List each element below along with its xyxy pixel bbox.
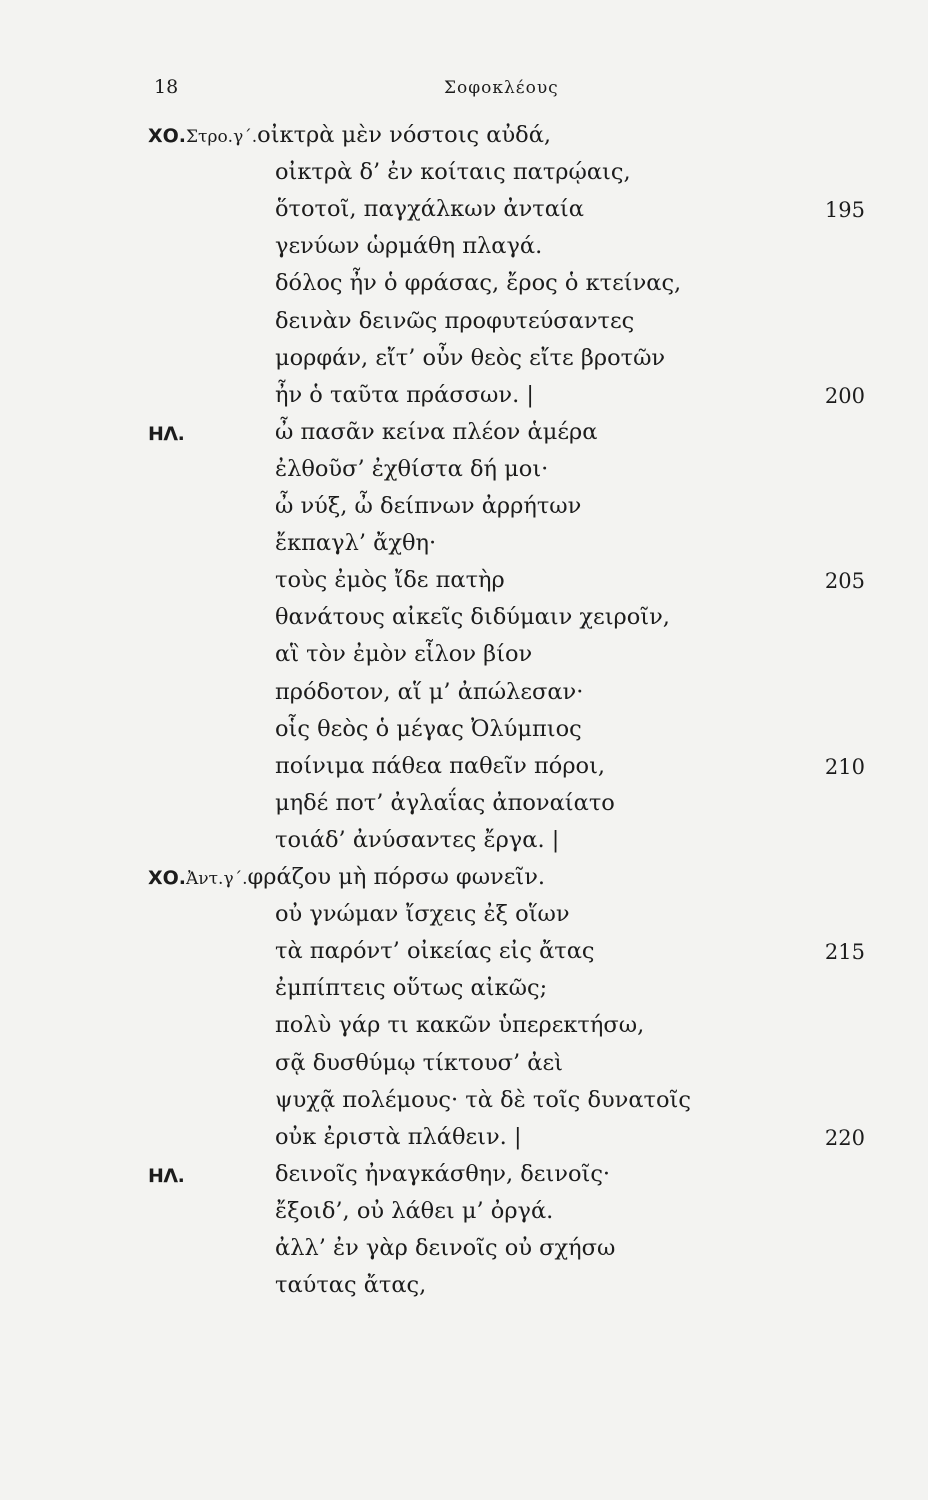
verse-line (0, 343, 928, 380)
verse-text (275, 567, 505, 593)
verse-line (0, 973, 928, 1010)
verse-line (0, 380, 928, 417)
verse-words: αἳ τὸν ἐμὸν εἷλον βίον (275, 641, 533, 668)
verse-text (275, 716, 582, 742)
verse-text (148, 122, 551, 148)
verse-text (275, 938, 595, 964)
verse-line (0, 639, 928, 676)
verse-words: οἰκτρὰ μὲν νόστοις αὐδά, (257, 122, 552, 148)
verse-line (0, 1010, 928, 1047)
verse-words: ἐλθοῦσ’ ἐχθίστα δή μοι· (275, 455, 549, 482)
line-number: 220 (824, 1125, 865, 1150)
verse-text (148, 864, 545, 890)
verse-line (0, 565, 928, 602)
verse-words: ταύτας ἄτας, (275, 1272, 427, 1299)
verse-words: δόλος ἦν ὁ φράσας, ἔρος ὁ κτείνας, (275, 270, 682, 297)
verse-words: ὦ νύξ, ὦ δείπνων ἀρρήτων (275, 493, 582, 519)
verse-words: μορφάν, εἴτ’ οὖν θεὸς εἴτε βροτῶν (275, 344, 666, 371)
verse-line (0, 528, 928, 565)
verse-text (275, 1050, 563, 1076)
verse-text (275, 196, 584, 222)
verse-text (275, 1235, 615, 1261)
verse-words: τοιάδ’ ἀνύσαντες ἔργα. | (275, 826, 560, 853)
verse-text (275, 159, 631, 185)
verse-words: γενύων ὡρμάθη πλαγά. (275, 233, 543, 260)
page-number: 18 (154, 76, 179, 98)
verse-line (0, 417, 928, 454)
verse-text (275, 308, 634, 334)
verse-words: οἷς θεὸς ὁ μέγας Ὀλύμπιος (275, 715, 582, 742)
verse-line (0, 306, 928, 343)
verse-line (0, 1048, 928, 1085)
verse-line (0, 862, 928, 899)
verse-words: πρόδοτον, αἵ μ’ ἀπώλεσαν· (275, 678, 584, 705)
verse-words: ὦ πασᾶν κείνα πλέον ἁμέρα (275, 418, 598, 445)
verse-line (0, 454, 928, 491)
line-number: 195 (824, 198, 865, 223)
strophe-speaker: ΧΟ. (148, 125, 187, 147)
verse-text (275, 827, 559, 853)
verse-text (275, 493, 581, 519)
speaker-label: ΗΛ. (148, 1164, 185, 1187)
verse-line (0, 1085, 928, 1122)
verse-line (0, 1159, 928, 1196)
verse-text (275, 1087, 691, 1113)
verse-words: δεινοῖς ἠναγκάσθην, δεινοῖς· (275, 1160, 611, 1187)
verse-line (0, 825, 928, 862)
verse-text (275, 530, 436, 556)
verse-text (275, 233, 542, 259)
verse-line (0, 194, 928, 231)
verse-words: μηδέ ποτ’ ἀγλαΐας ἀποναίατο (275, 789, 615, 816)
verse-words: οὐ γνώμαν ἴσχεις ἐξ οἵων (275, 901, 570, 928)
line-number: 210 (824, 754, 865, 779)
speaker-label: ΗΛ. (148, 422, 185, 445)
verse-words: πολὺ γάρ τι κακῶν ὑπερεκτήσω, (275, 1012, 645, 1039)
verse-line (0, 788, 928, 825)
strophe-label: Ἀντ.γ΄. (186, 869, 248, 889)
verse-line (0, 1122, 928, 1159)
verse-words: ψυχᾷ πολέμους· τὰ δὲ τοῖς δυνατοῖς (275, 1086, 691, 1113)
verse-words: τοὺς ἐμὸς ἴδε πατὴρ (275, 567, 505, 594)
verse-line (0, 677, 928, 714)
verse-words: ἔξοιδ’, οὐ λάθει μ’ ὀργά. (275, 1197, 554, 1224)
verse-text (275, 790, 615, 816)
verse-words: οὐκ ἐριστὰ πλάθειν. | (275, 1123, 522, 1150)
strophe-label: Στρο.γ΄. (186, 127, 258, 147)
verse-line (0, 714, 928, 751)
line-number: 215 (824, 940, 865, 965)
verse-words: δεινὰν δεινῶς προφυτεύσαντες (275, 307, 635, 334)
verse-line (0, 936, 928, 973)
verse-words: σᾷ δυσθύμῳ τίκτουσ’ ἀεὶ (275, 1049, 563, 1076)
verse-text (275, 641, 532, 667)
strophe-speaker: ΧΟ. (148, 867, 187, 889)
line-number: 200 (824, 383, 865, 408)
verse-words: ἐμπίπτεις οὕτως αἰκῶς; (275, 975, 548, 1002)
verse-line (0, 1233, 928, 1270)
verse-line (0, 899, 928, 936)
verse-line (0, 751, 928, 788)
verse-line (0, 120, 928, 157)
verse-line (0, 602, 928, 639)
verse-text (275, 270, 681, 296)
verse-text (275, 604, 670, 630)
verse-text (275, 1272, 426, 1298)
verse-text (275, 1124, 522, 1150)
verse-line (0, 268, 928, 305)
verse-line (0, 157, 928, 194)
verse-words: ποίνιμα πάθεα παθεῖν πόροι, (275, 752, 606, 779)
verse-line (0, 1270, 928, 1307)
verse-words: οἰκτρὰ δ’ ἐν κοίταις πατρῴαις, (275, 159, 631, 186)
verse-text (275, 382, 534, 408)
verse-text (275, 419, 597, 445)
verse-line (0, 491, 928, 528)
verse-text (275, 345, 665, 371)
verse-text (275, 975, 547, 1001)
verse-text (275, 456, 548, 482)
running-title: Σοφοκλέους (444, 78, 559, 98)
verse-line (0, 231, 928, 268)
verse-text (275, 1161, 610, 1187)
verse-text (275, 901, 570, 927)
verse-text (275, 679, 583, 705)
verse-words: θανάτους αἰκεῖς διδύμαιν χειροῖν, (275, 604, 670, 631)
verse-words: ἔκπαγλ’ ἄχθη· (275, 530, 437, 557)
verse-text (275, 1012, 644, 1038)
page-header (154, 76, 854, 106)
verse-words: ἀλλ’ ἐν γὰρ δεινοῖς οὐ σχήσω (275, 1235, 616, 1261)
verse-words: ἦν ὁ ταῦτα πράσσων. | (275, 381, 534, 408)
verse-words: φράζου μὴ πόρσω φωνεῖν. (247, 864, 546, 890)
verse-text (275, 1198, 553, 1224)
line-number: 205 (824, 569, 865, 594)
verse-words: ὅτοτοῖ, παγχάλκων ἀνταία (275, 196, 584, 223)
verse-line (0, 1196, 928, 1233)
verse-text (275, 753, 605, 779)
verse-words: τὰ παρόντ’ οἰκείας εἰς ἄτας (275, 938, 595, 965)
